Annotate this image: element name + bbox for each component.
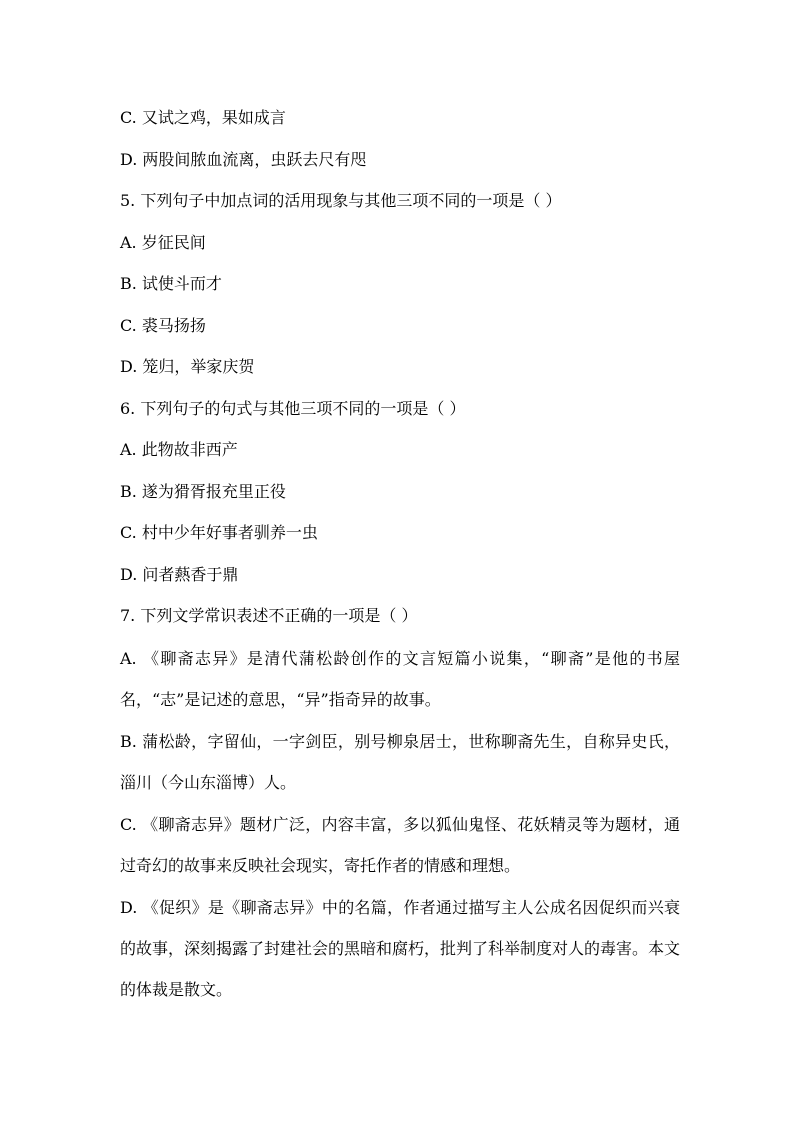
question-7: 7. 下列文学常识表述不正确的一项是（ ） xyxy=(120,606,418,625)
option-d-q6: D. 问者爇香于鼎 xyxy=(120,565,239,584)
option-a-q5: A. 岁征民间 xyxy=(120,233,206,252)
option-a-q7: A. 《聊斋志异》是清代蒲松龄创作的文言短篇小说集，“聊斋”是他的书屋名，“志”是记述的意思，“异”指奇异的故事。 xyxy=(120,649,680,709)
option-b-q6: B. 遂为猾胥报充里正役 xyxy=(120,482,286,501)
question-6: 6. 下列句子的句式与其他三项不同的一项是（ ） xyxy=(120,399,466,418)
option-c-q4: C. 又试之鸡，果如成言 xyxy=(120,108,286,127)
option-c-q6: C. 村中少年好事者驯养一虫 xyxy=(120,523,318,542)
option-d-q5: D. 笼归，举家庆贺 xyxy=(120,357,255,376)
option-c-q7: C. 《聊斋志异》题材广泛，内容丰富，多以狐仙鬼怪、花妖精灵等为题材，通过奇幻的故事来反映社会现实，寄托作者的情感和理想。 xyxy=(120,815,680,875)
option-d-q7: D. 《促织》是《聊斋志异》中的名篇，作者通过描写主人公成名因促织而兴衰的故事，深刻揭露了封建社会的黑暗和腐朽，批判了科举制度对人的毒害。本文的体裁是散文。 xyxy=(120,898,681,999)
option-b-q5: B. 试使斗而才 xyxy=(120,274,222,293)
option-b-q7: B. 蒲松龄，字留仙，一字剑臣，别号柳泉居士，世称聊斋先生，自称异史氏，淄川（今山东淄博）人。 xyxy=(120,732,680,792)
question-5: 5. 下列句子中加点词的活用现象与其他三项不同的一项是（ ） xyxy=(120,191,562,210)
option-c-q5: C. 裘马扬扬 xyxy=(120,316,206,335)
option-a-q6: A. 此物故非西产 xyxy=(120,440,238,459)
option-d-q4: D. 两股间脓血流离，虫跃去尺有咫 xyxy=(120,150,367,169)
